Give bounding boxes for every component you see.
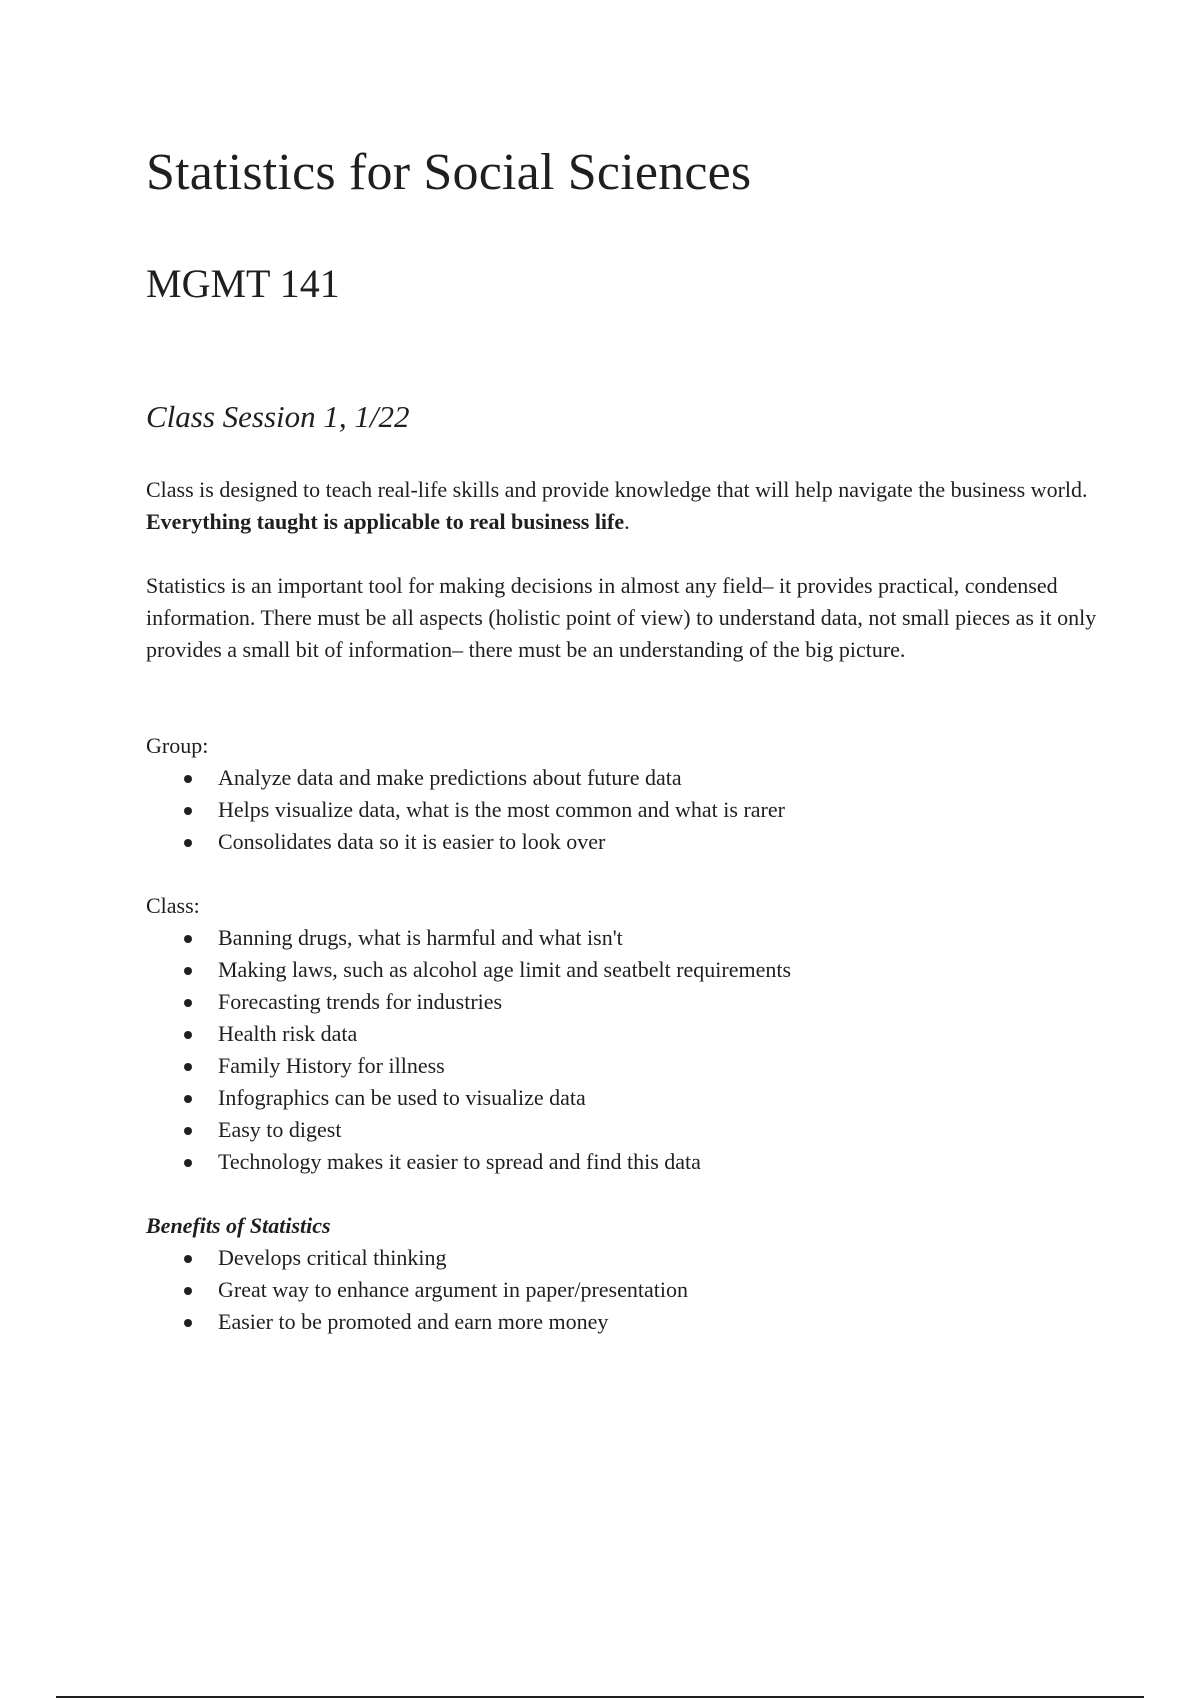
bullet-icon (184, 775, 192, 783)
statistics-paragraph: Statistics is an important tool for making decisions in almost any field– it provides practical, condensed information. There must be all aspects (holistic point of view) to understand data, not small pieces as it only provides a small bit of information– there must be an understanding of the big picture. (146, 573, 1097, 662)
list-item: Infographics can be used to visualize data (146, 1082, 1106, 1114)
benefits-heading: Benefits of Statistics (146, 1213, 331, 1238)
group-label: Group: (146, 733, 209, 758)
list-item: Forecasting trends for industries (146, 986, 1106, 1018)
bullet-icon (184, 1127, 192, 1135)
intro-text: Class is designed to teach real-life skills and provide knowledge that will help navigate the business world. (146, 477, 1088, 502)
bullet-icon (184, 1319, 192, 1327)
group-list (146, 762, 1106, 858)
intro-end: . (624, 509, 630, 534)
list-item: Great way to enhance argument in paper/presentation (146, 1274, 1106, 1306)
list-item: Making laws, such as alcohol age limit and seatbelt requirements (146, 954, 1106, 986)
course-code: MGMT 141 (146, 261, 340, 306)
bullet-icon (184, 967, 192, 975)
list-item: Technology makes it easier to spread and find this data (146, 1146, 1106, 1178)
intro-bold-text: Everything taught is applicable to real business life (146, 509, 625, 534)
list-item: Develops critical thinking (146, 1242, 1106, 1274)
bullet-icon (184, 1031, 192, 1039)
list-item: Health risk data (146, 1018, 1106, 1050)
session-heading: Class Session 1, 1/22 (146, 399, 410, 434)
class-list (146, 922, 1106, 1178)
list-item: Family History for illness (146, 1050, 1106, 1082)
list-item: Banning drugs, what is harmful and what isn't (146, 922, 1106, 954)
bullet-icon (184, 839, 192, 847)
benefits-list (146, 1242, 1106, 1338)
page-bottom-divider (56, 1696, 1144, 1698)
bullet-icon (184, 807, 192, 815)
bullet-icon (184, 999, 192, 1007)
document-body (146, 136, 1106, 1338)
bullet-icon (184, 1287, 192, 1295)
intro-paragraph (146, 474, 1106, 538)
bullet-icon (184, 935, 192, 943)
bullet-icon (184, 1159, 192, 1167)
class-label: Class: (146, 893, 200, 918)
list-item: Consolidates data so it is easier to look over (146, 826, 1106, 858)
list-item: Easy to digest (146, 1114, 1106, 1146)
document-title: Statistics for Social Sciences (146, 144, 752, 201)
list-item: Analyze data and make predictions about future data (146, 762, 1106, 794)
bullet-icon (184, 1095, 192, 1103)
list-item: Easier to be promoted and earn more money (146, 1306, 1106, 1338)
list-item: Helps visualize data, what is the most common and what is rarer (146, 794, 1106, 826)
bullet-icon (184, 1063, 192, 1071)
bullet-icon (184, 1255, 192, 1263)
